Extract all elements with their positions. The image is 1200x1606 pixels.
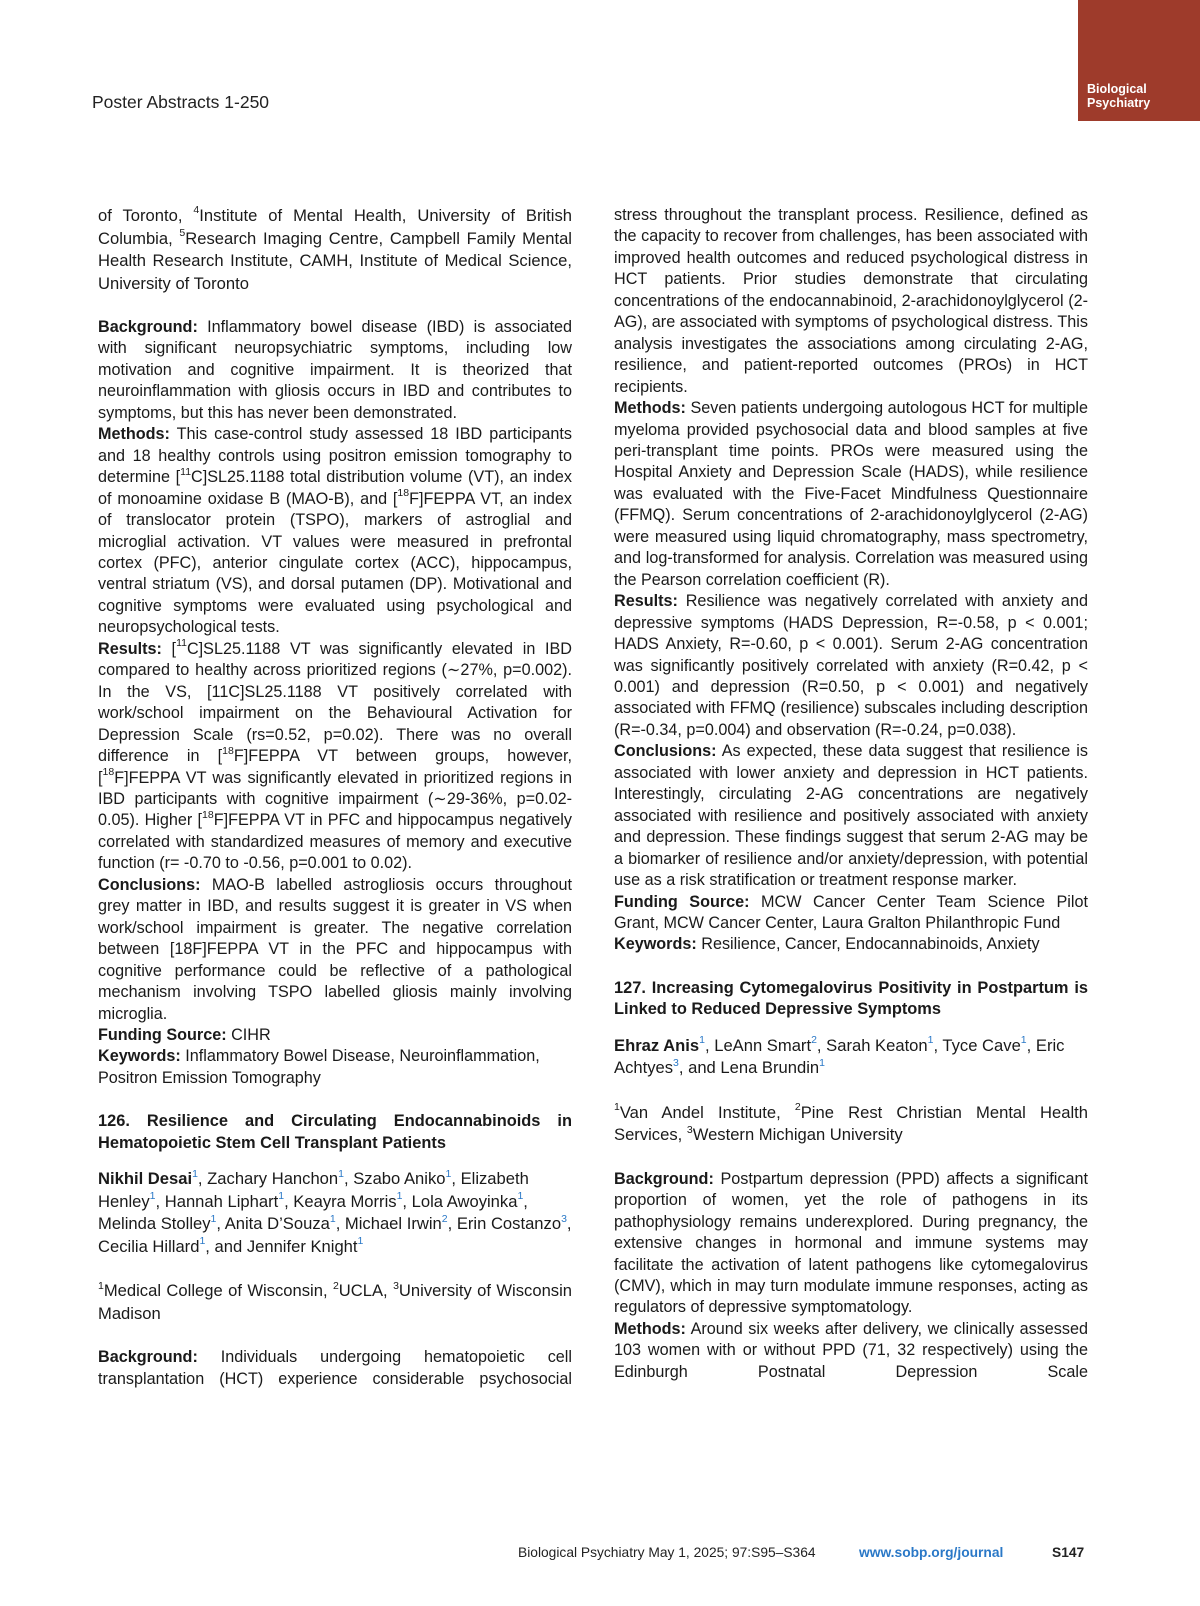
affil-sup: 2 [332,1279,339,1292]
author-name: Michael Irwin [344,1214,442,1234]
author-name: Lola Awoyinka [411,1191,518,1211]
author-affil-sup[interactable]: 1 [396,1190,403,1203]
section-label: Conclusions: [614,742,717,761]
author-name: Hannah Liphart [164,1191,279,1211]
section-text: MAO-B labelled astrogliosis occurs throughout grey matter in IBD, and results suggest it is greater in VS when work/school impairment is greater. The negative correlation between [18F]FEPPA VT in the PFC and hippocampus with cognitive performance could be reflective of a pathological mechanism involving TSPO labelled gliosis mainly involving microglia. [98,875,572,1023]
section-text: MCW Cancer Center Team Science Pilot Grant, MCW Cancer Center, Laura Gralton Philanthropic Fund [614,892,1089,932]
author-affil-sup[interactable]: 1 [819,1056,825,1069]
abstract-127-title: 127. Increasing Cytomegalovirus Positivity in Postpartum is Linked to Reduced Depressive Symptoms [614,978,1088,1019]
author-affil-sup[interactable]: 3 [561,1212,567,1225]
author-affil-sup[interactable]: 1 [192,1167,198,1180]
author-name: Erin Costanzo [456,1214,562,1234]
author-name: Elizabeth Henley [98,1169,529,1211]
affil-text: Pine Rest Christian Mental Health Services, [614,1102,1088,1145]
affil-text: Institute of Mental Health, University of British Columbia, [98,206,573,248]
author-affil-sup[interactable]: 1 [278,1190,285,1203]
abstract-126-results [614,591,1088,741]
background-paragraph [98,317,572,424]
author-separator: , [816,1035,827,1055]
affil-text: Van Andel Institute, [619,1102,795,1122]
abstract-127-background [614,1169,1088,1319]
section-text: CIHR [226,1025,271,1044]
author-name: Tyce Cave [942,1035,1021,1055]
author-affil-sup[interactable]: 1 [517,1190,524,1203]
section-text: Resilience, Cancer, Endocannabinoids, Anxiety [696,935,1040,954]
section-label: Results: [98,639,162,658]
journal-tab-line-1: Biological [1087,82,1147,96]
section-text: Inflammatory Bowel Disease, Neuroinflammation, Positron Emission Tomography [98,1047,540,1087]
author-separator: , [1026,1035,1036,1055]
affiliation-continued [98,205,572,295]
section-text: As expected, these data suggest that resilience is associated with lower anxiety and depression in HCT patients. Interestingly, circulating 2-AG concentrations are negatively associated with resilience and positively associated with anxiety and depression. These findings suggest that serum 2-AG may be a biomarker of resilience and/or anxiety/depression, with potential use as a risk stratification or treatment response marker. [614,742,1088,890]
funding-paragraph [98,1025,572,1046]
abstract-126-background-start [98,1347,572,1390]
isotope-sup: 18 [397,487,410,500]
isotope-sup: 18 [222,744,234,757]
author-affil-sup[interactable]: 3 [673,1056,679,1069]
author-affil-sup[interactable]: 1 [199,1235,206,1248]
affil-sup: 4 [193,204,200,217]
author-name: Anita D’Souza [224,1214,330,1234]
section-label: Keywords: [98,1047,181,1066]
abstract-126-methods [614,398,1088,591]
affil-sup: 5 [179,226,186,239]
footer-journal-link[interactable]: www.sobp.org/journal [859,1545,1004,1560]
author-separator: , [216,1214,225,1234]
section-label: Keywords: [614,935,697,954]
abstract-126-keywords [614,934,1088,955]
section-text: Resilience was negatively correlated with anxiety and depressive symptoms (HADS Depression, R=-0.58, p < 0.001; HADS Anxiety, R=-0.60, p < 0.001). Serum 2-AG concentration was significantly positively correlated with anxiety (R=0.42, p < 0.001) and depression (R=0.50, p < 0.001) and negatively associated with FFMQ (resilience) subscales including description (R=-0.34, p=0.004) and observation (R=-0.24, p=0.038). [614,592,1088,739]
section-label: Conclusions: [98,875,201,894]
author-name: Ehraz Anis [614,1035,700,1055]
section-text: F]FEPPA VT, an index of translocator protein (TSPO), markers of astroglial and microglial activation. VT values were measured in prefrontal cortex (PFC), anterior cingulate cortex (ACC), hippocampus, ventral striatum (VS), and dorsal putamen (DP). Motivational and cognitive symptoms were evaluated using psychological and neuropsychological tests. [98,489,572,637]
affil-sup: 1 [98,1279,104,1292]
section-label: Methods: [98,425,170,444]
author-separator: , [155,1191,165,1211]
conclusions-paragraph [98,875,572,1025]
journal-tab-line-2: Psychiatry [1087,95,1151,110]
author-affil-sup[interactable]: 2 [441,1212,448,1225]
author-affil-sup[interactable]: 1 [338,1167,344,1180]
author-separator: , [197,1169,208,1189]
affil-text: Western Michigan University [692,1125,903,1145]
author-affil-sup[interactable]: 2 [811,1034,817,1047]
affil-text: Medical College of Wisconsin, [103,1281,333,1301]
author-affil-sup[interactable]: 1 [357,1235,364,1248]
isotope-sup: 18 [202,809,214,822]
abstract-126-conclusions [614,741,1088,891]
section-text: [ [161,639,177,658]
author-name: Jennifer Knight [246,1236,358,1256]
abstract-127-affiliations [614,1102,1088,1147]
page-footer [0,1545,1200,1565]
author-name: Sarah Keaton [826,1035,928,1055]
author-separator: , [343,1169,354,1189]
keywords-paragraph [98,1046,572,1089]
section-label: Methods: [614,1319,686,1338]
section-text: C]SL25.1188 VT was significantly elevated in IBD compared to healthy across prioritized regions (∼27%, p=0.002). In the VS, [11C]SL25.1188 VT positively correlated with work/school impairment on the Behavioural Activation for Depression Scale (rs=0.52, p=0.02). There was no overall difference in [ [98,639,572,766]
author-affil-sup[interactable]: 1 [445,1167,452,1180]
affil-text: University of Wisconsin Madison [98,1281,573,1323]
author-separator: , [566,1214,572,1234]
section-text: F]FEPPA VT between groups, however, [ [98,747,573,787]
section-text: Seven patients undergoing autologous HCT for multiple myeloma provided psychosocial data and blood samples at five peri-transplant time points. PROs were measured using the Hospital Anxiety and Depression Scale (HADS), while resilience was evaluated with the Five-Facet Mindfulness Questionnaire (FFMQ). Serum concentrations of 2-arachidonoylglycerol (2-AG) were measured using liquid chromatography, mass spectrometry, and log-transformed for analysis. Correlation was measured using the Pearson correlation coefficient (R). [614,399,1088,589]
author-separator: , and [205,1236,247,1256]
author-separator: , [523,1191,528,1211]
isotope-sup: 11 [180,465,192,478]
author-name: LeAnn Smart [714,1035,812,1055]
affil-sup: 1 [614,1101,620,1114]
affil-sup: 2 [794,1101,801,1114]
section-text: Around six weeks after delivery, we clinically assessed 103 women with or without PPD (71, 32 respectively) using the Edinburgh Postnatal Depression Scale [614,1319,1088,1381]
abstract-126-authors [98,1168,572,1258]
abstract-126-funding [614,892,1088,935]
abstract-126-title: 126. Resilience and Circulating Endocannabinoids in Hematopoietic Stem Cell Transplant Patients [98,1112,572,1152]
section-label: Background: [614,1169,714,1188]
section-text: stress throughout the transplant process. Resilience, defined as the capacity to recover from challenges, has been associated with improved health outcomes and reduced psychological distress in HCT patients. Prior studies demonstrate that circulating concentrations of the endocannabinoid, 2-arachidonoylglycerol (2-AG), are associated with symptoms of psychological distress. This analysis investigates the associations among circulating 2-AG, resilience, and patient-reported outcomes (PROs) in HCT recipients. [614,206,1088,396]
author-name: Cecilia Hillard [98,1236,200,1256]
section-text: This case-control study assessed 18 IBD participants and 18 healthy controls using positron emission tomography to determine [ [98,425,572,487]
abstract-126-affiliations [98,1280,572,1325]
left-column [98,205,572,1390]
author-affil-sup[interactable]: 1 [329,1212,336,1225]
section-text: F]FEPPA VT in PFC and hippocampus negatively correlated with standardized measures of memory and executive function (r= -0.70 to -0.56, p=0.001 to 0.02). [98,811,572,873]
affil-text: of Toronto, [98,206,194,225]
section-label: Results: [614,592,678,611]
abstract-127-authors [614,1035,1088,1080]
author-separator: , [933,1035,943,1055]
author-name: Lena Brundin [720,1058,820,1078]
section-label: Background: [98,318,198,336]
author-name: Eric Achtyes [614,1035,1065,1078]
affil-sup: 3 [686,1123,693,1136]
footer-citation: Biological Psychiatry May 1, 2025; 97:S95–S364 [518,1545,816,1560]
author-name: Melinda Stolley [98,1214,211,1234]
author-name: Szabo Aniko [353,1169,446,1189]
section-label: Funding Source: [98,1025,227,1044]
author-separator: , [447,1214,457,1234]
isotope-sup: 18 [102,766,115,779]
section-text: Inflammatory bowel disease (IBD) is associated with significant neuropsychiatric symptoms, including low motivation and cognitive impairment. It is theorized that neuroinflammation with gliosis occurs in IBD and contributes to symptoms, but this has never been demonstrated. [98,318,572,422]
journal-tab-text [1087,83,1150,110]
author-affil-sup[interactable]: 1 [149,1190,156,1203]
author-separator: , [451,1169,461,1189]
abstract-127-methods [614,1319,1088,1383]
section-label: Methods: [614,399,686,418]
isotope-sup: 11 [176,637,187,650]
section-label: Funding Source: [614,892,750,911]
author-separator: , and [678,1058,721,1078]
affil-text: Research Imaging Centre, Campbell Family Mental Health Research Institute, CAMH, Institute of Medical Science, University of Toronto [98,228,572,293]
running-head: Poster Abstracts 1-250 [92,92,270,112]
author-separator: , [335,1214,345,1234]
author-separator: , [402,1191,412,1211]
section-text: F]FEPPA VT was significantly elevated in prioritized regions in IBD participants with cognitive impairment (∼29-36%, p=0.02-0.05). Higher [ [98,768,572,830]
page-number: S147 [1052,1545,1085,1560]
section-text: Individuals undergoing hematopoietic cell transplantation (HCT) experience considerable psychosocial [98,1348,572,1388]
journal-tab [1078,0,1200,121]
abstract-126-background-continued [614,205,1088,398]
author-separator: , [704,1035,715,1055]
author-name: Zachary Hanchon [207,1169,339,1189]
section-text: C]SL25.1188 total distribution volume (VT), an index of monoamine oxidase B (MAO-B), and [ [98,468,572,508]
author-affil-sup[interactable]: 1 [1020,1034,1027,1047]
author-affil-sup[interactable]: 1 [210,1212,217,1225]
methods-paragraph [98,424,572,639]
affil-sup: 3 [393,1279,399,1292]
author-separator: , [284,1191,294,1211]
author-affil-sup[interactable]: 1 [927,1034,934,1047]
author-name: Keayra Morris [293,1191,397,1211]
affil-text: UCLA, [338,1281,394,1301]
section-text: Postpartum depression (PPD) affects a significant proportion of women, yet the role of pathogens in its pathophysiology remains underexplored. During pregnancy, the extensive changes in hormonal and immune systems may facilitate the activation of latent pathogens like cytomegalovirus (CMV), which in may turn modulate immune responses, acting as regulators of depressive symptomatology. [614,1169,1088,1317]
results-paragraph [98,639,572,875]
author-affil-sup[interactable]: 1 [699,1034,705,1047]
author-name: Nikhil Desai [98,1169,193,1189]
section-label: Background: [98,1348,198,1367]
right-column [614,205,1088,1383]
